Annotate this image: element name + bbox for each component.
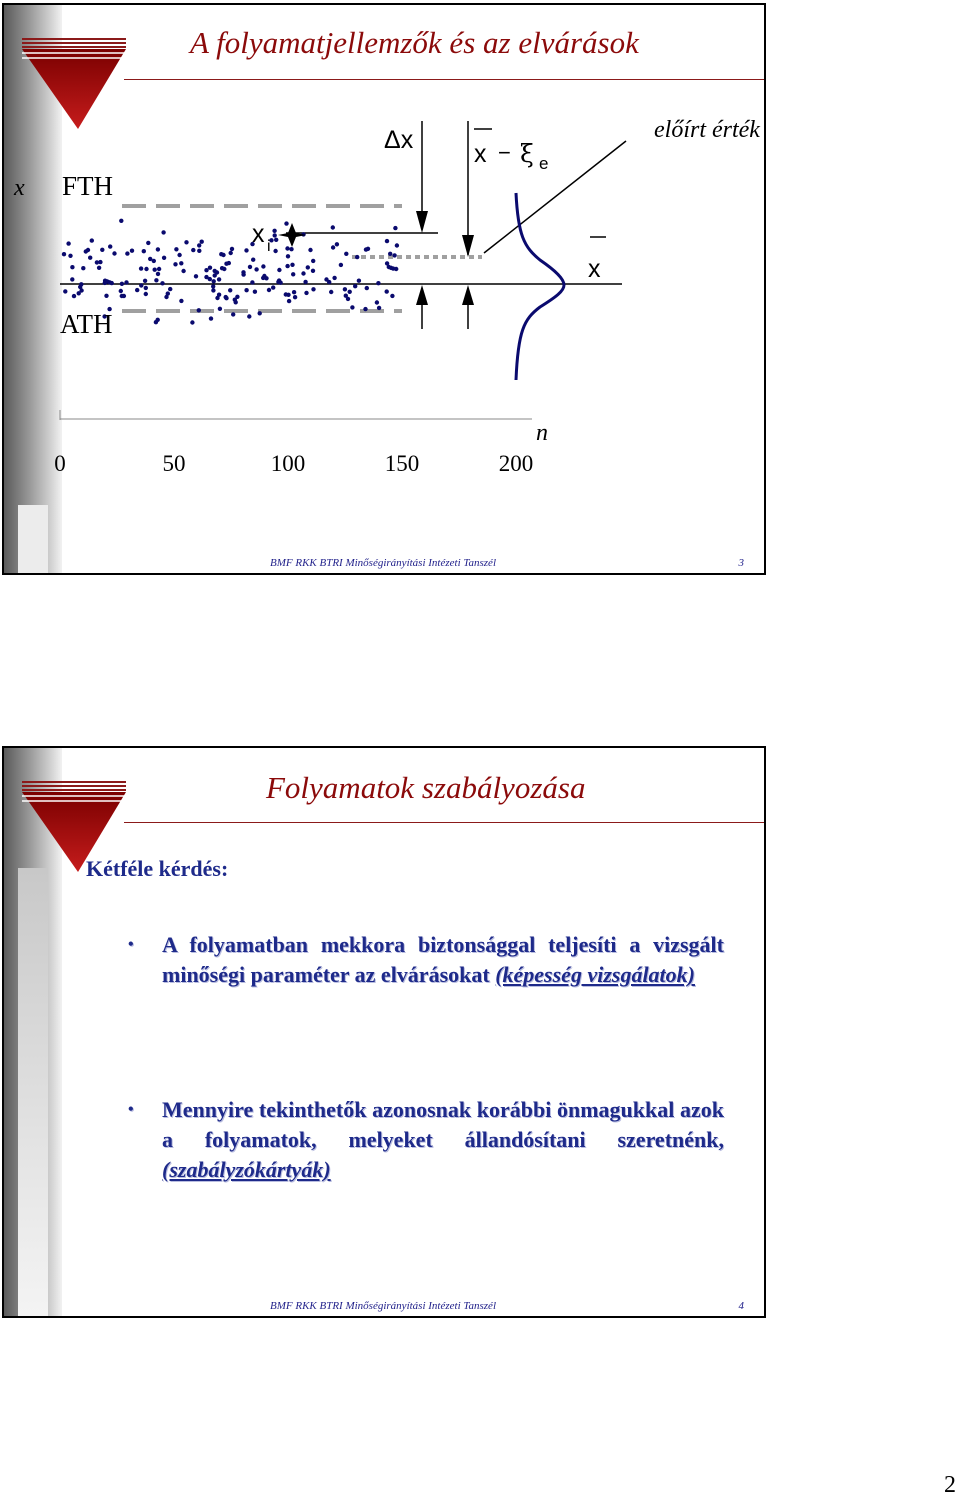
bullet-link[interactable]: (képesség vizsgálatok) (495, 962, 695, 987)
sample-point (261, 264, 265, 268)
sample-point (197, 249, 201, 253)
sample-point (248, 265, 252, 269)
sample-point (120, 282, 124, 286)
sample-point (250, 280, 254, 284)
sample-point (208, 277, 212, 281)
sample-point (311, 259, 315, 263)
sample-point (119, 289, 123, 293)
x-axis-ticks (54, 451, 533, 476)
sample-point (79, 282, 83, 286)
sample-point (229, 251, 233, 255)
sample-point (287, 299, 291, 303)
sample-point (168, 287, 172, 291)
sample-point (393, 226, 397, 230)
sample-point (217, 277, 221, 281)
sample-point (100, 248, 104, 252)
sample-point (148, 257, 152, 261)
x-tick-label: 200 (498, 451, 534, 476)
sample-point (144, 267, 148, 271)
title-rule (124, 822, 764, 823)
slide-title: A folyamatjellemzők és az elvárások (190, 25, 639, 60)
sample-point (154, 278, 158, 282)
sample-point (70, 265, 74, 269)
sample-point (285, 246, 289, 250)
sample-point (224, 296, 228, 300)
sample-point (253, 290, 257, 294)
sample-point (241, 270, 245, 274)
sample-point (332, 276, 336, 280)
bullet-icon: • (128, 936, 134, 953)
x-tick-label: 0 (54, 451, 66, 476)
sample-point (244, 248, 248, 252)
sample-point (179, 299, 183, 303)
sample-point (335, 242, 339, 246)
mean-symbol-label: x (474, 140, 487, 168)
sample-point (160, 281, 164, 285)
slide-footer: BMF RKK BTRI Minőségirányítási Intézeti Tanszél (270, 557, 496, 569)
sample-point (63, 289, 67, 293)
sample-point (273, 233, 277, 237)
sample-point (251, 258, 255, 262)
sidebar-fade (18, 505, 48, 573)
minus-symbol: − (498, 140, 511, 165)
sample-point (375, 300, 379, 304)
sample-point (156, 247, 160, 251)
sample-point (303, 280, 307, 284)
sample-point (231, 312, 235, 316)
sample-point (222, 267, 226, 271)
sheet-page-number: 2 (944, 1472, 956, 1498)
sample-point (306, 265, 310, 269)
sample-point (146, 241, 150, 245)
sample-point (135, 288, 139, 292)
sample-point (130, 249, 134, 253)
sample-point (394, 267, 398, 271)
sample-point (364, 247, 368, 251)
sample-point (227, 261, 231, 265)
sample-point (385, 261, 389, 265)
sample-point (329, 290, 333, 294)
slide-page-number: 4 (738, 1300, 744, 1312)
sample-point (277, 268, 281, 272)
sample-point (119, 219, 123, 223)
sample-point (388, 252, 392, 256)
sample-point (291, 272, 295, 276)
sample-point (215, 296, 219, 300)
sample-point (184, 240, 188, 244)
sample-point (209, 316, 213, 320)
sample-point (346, 297, 350, 301)
mean-label: x (588, 255, 601, 283)
sample-point (86, 248, 90, 252)
sample-point (284, 292, 288, 296)
sample-point (161, 230, 165, 234)
sample-point (164, 295, 168, 299)
sample-point (218, 307, 222, 311)
sample-point (139, 266, 143, 270)
sample-point (244, 288, 248, 292)
sample-point (301, 271, 305, 275)
x-tick-label: 100 (270, 451, 306, 476)
sample-point (108, 244, 112, 248)
sample-point (264, 276, 268, 280)
ath-label: ATH (60, 309, 113, 339)
sample-point (311, 287, 315, 291)
sample-point (81, 266, 85, 270)
bias-arrow-up-icon (462, 285, 474, 305)
sample-point (153, 268, 157, 272)
delta-x-arrow-down-icon (416, 211, 428, 233)
sample-point (213, 269, 217, 273)
sample-point (181, 269, 185, 273)
sample-point (230, 247, 234, 251)
bullet-item-2 (128, 1095, 724, 1185)
xi-label: x (252, 220, 265, 248)
sample-point (211, 284, 215, 288)
y-axis-label: x (14, 175, 25, 201)
bullet-text: Mennyire tekinthetők azonosnak korábbi önmagukkal azok a folyamatok, melyeket állandósítani szeretnénk, (162, 1097, 724, 1152)
preset-value-label: előírt érték (654, 117, 760, 143)
delta-x-arrow-up-icon (416, 285, 428, 305)
slide-footer: BMF RKK BTRI Minőségirányítási Intézeti Tanszél (270, 1300, 496, 1312)
sample-point (68, 254, 72, 258)
process-figure (4, 5, 764, 505)
sample-point (390, 294, 394, 298)
xi-symbol: ξ (520, 139, 534, 168)
sample-point (228, 288, 232, 292)
sample-point (70, 277, 74, 281)
sidebar-fade (18, 868, 48, 1316)
slide-4 (2, 746, 766, 1318)
sample-point (350, 305, 354, 309)
sample-point (66, 241, 70, 245)
sample-point (72, 294, 76, 298)
sample-point (258, 311, 262, 315)
sample-point (353, 284, 357, 288)
sample-point (162, 256, 166, 260)
sample-point (286, 254, 290, 258)
sample-point (289, 247, 293, 251)
sample-point (194, 274, 198, 278)
sample-point (365, 286, 369, 290)
sample-point (62, 252, 66, 256)
sample-point (395, 243, 399, 247)
sample-point (212, 279, 216, 283)
sample-point (143, 279, 147, 283)
sample-point (211, 288, 215, 292)
sample-point (267, 288, 271, 292)
sample-point (77, 291, 81, 295)
xi-star-icon (278, 223, 306, 247)
sample-point (110, 281, 114, 285)
sample-point (292, 290, 296, 294)
sample-point (377, 306, 381, 310)
sample-point (331, 245, 335, 249)
sample-point (157, 267, 161, 271)
sample-point (304, 291, 308, 295)
sample-point (156, 318, 160, 322)
sample-point (97, 266, 101, 270)
sample-point (124, 280, 128, 284)
slide-title: Folyamatok szabályozása (266, 770, 586, 805)
sample-point (339, 263, 343, 267)
sample-point (156, 272, 160, 276)
sample-point (290, 263, 294, 267)
sample-point (363, 307, 367, 311)
sample-point (272, 229, 276, 233)
sample-point (88, 256, 92, 260)
fth-label: FTH (62, 171, 114, 201)
distribution-curve (516, 193, 564, 380)
sample-point (190, 320, 194, 324)
sample-point (103, 281, 107, 285)
sample-point (177, 253, 181, 257)
sample-point (293, 295, 297, 299)
sample-point (308, 248, 312, 252)
bullet-icon: • (128, 1101, 134, 1118)
sample-point (343, 287, 347, 291)
delta-x-label: Δx (384, 126, 414, 154)
sample-point (273, 249, 277, 253)
x-tick-label: 150 (384, 451, 420, 476)
x-tick-label: 50 (162, 451, 186, 476)
slide-3 (2, 3, 766, 575)
sample-point (274, 238, 278, 242)
bullet-text: A folyamatban mekkora biztonsággal teljesíti a vizsgált minőségi paraméter az elvárásokat (162, 932, 724, 987)
sample-point (221, 253, 225, 257)
xi-subscript: e (539, 154, 549, 173)
bias-arrow-down-icon (462, 235, 474, 257)
sample-point (144, 292, 148, 296)
sample-point (254, 267, 258, 271)
sample-point (311, 269, 315, 273)
sample-point (271, 285, 275, 289)
subheading: Kétféle kérdés: (86, 856, 229, 881)
sample-point (144, 286, 148, 290)
sample-point (139, 283, 143, 287)
sample-point (197, 243, 201, 247)
n-axis-label: n (536, 420, 548, 446)
sample-point (385, 239, 389, 243)
sample-point (90, 238, 94, 242)
sample-point (285, 264, 289, 268)
sample-point (200, 240, 204, 244)
sample-point (278, 281, 282, 285)
sample-point (112, 251, 116, 255)
sample-point (344, 252, 348, 256)
sample-point (234, 300, 238, 304)
sample-point (247, 314, 251, 318)
bullet-item-1 (128, 930, 724, 990)
sample-point (125, 251, 129, 255)
sample-point (104, 294, 108, 298)
sample-point (142, 249, 146, 253)
sample-point (376, 281, 380, 285)
sample-point (174, 247, 178, 251)
sample-point (197, 308, 201, 312)
sample-point (357, 279, 361, 283)
sample-point (385, 289, 389, 293)
sample-point (348, 290, 352, 294)
sample-point (208, 266, 212, 270)
sample-point (179, 261, 183, 265)
sample-point (173, 262, 177, 266)
sample-point (235, 295, 239, 299)
sample-point (95, 260, 99, 264)
bullet-link[interactable]: (szabályzókártyák) (162, 1157, 331, 1182)
slide-page-number: 3 (738, 557, 744, 569)
sample-point (284, 221, 288, 225)
sample-point (191, 248, 195, 252)
sample-point (392, 253, 396, 257)
sample-point (355, 255, 359, 259)
sample-point (331, 225, 335, 229)
xi-sub-label: i (267, 238, 271, 255)
sample-point (120, 294, 124, 298)
sample-point (324, 277, 328, 281)
